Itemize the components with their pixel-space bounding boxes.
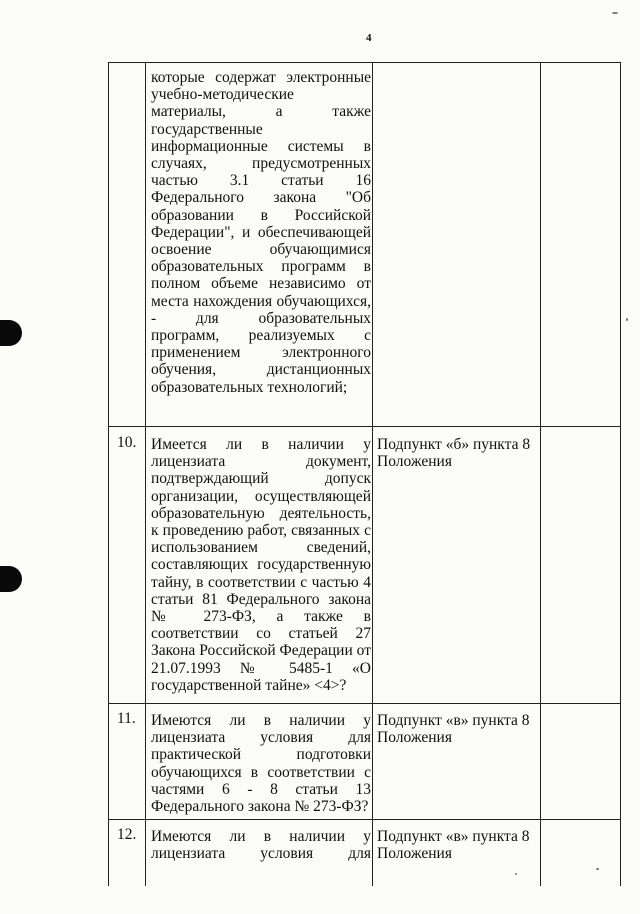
requirement-question: Имеются ли в наличии у лицензиата условия для <box>151 828 371 863</box>
legal-reference: Подпункт «б» пункта 8 Положения <box>377 436 531 471</box>
legal-reference: Подпункт «в» пункта 8 Положения <box>377 828 530 863</box>
requirement-question: которые содержат электронные учебно-методические материалы, а также государственные информационные системы в случаях, предусмотренных частью 3.1 статьи 16 Федерального закона "Об образовании в Российской Федерации", и обеспечивающей освоение обучающимися образовательных программ в полном объеме независимо от места нахождения обучающихся, - для образовательных программ, реализуемых с применением электронного обучения, дистанционных образовательных технологий; <box>151 69 371 396</box>
row-number: 10. <box>117 434 137 451</box>
page-number: 4 <box>366 32 372 44</box>
requirement-question: Имеется ли в наличии у лицензиата документ, подтверждающий допуск организации, осуществляющей образовательную деятельность, к проведению работ, связанных с использованием сведений, составляющих государственную тайну, в соответствии с частью 4 статьи 81 Федерального закона № 273-ФЗ, а также в соответствии со статьей 27 Закона Российской Федерации от 21.07.1993 № 5485-1 «О государственной тайне» <4>? <box>151 436 371 694</box>
row-number: 12. <box>117 826 137 843</box>
row-number: 11. <box>117 710 136 727</box>
legal-reference: Подпункт «в» пункта 8 Положения <box>377 712 530 747</box>
requirement-question: Имеются ли в наличии у лицензиата условия для практической подготовки обучающихся в соответствии с частями 6 - 8 статьи 13 Федерального закона № 273-ФЗ? <box>151 712 371 816</box>
